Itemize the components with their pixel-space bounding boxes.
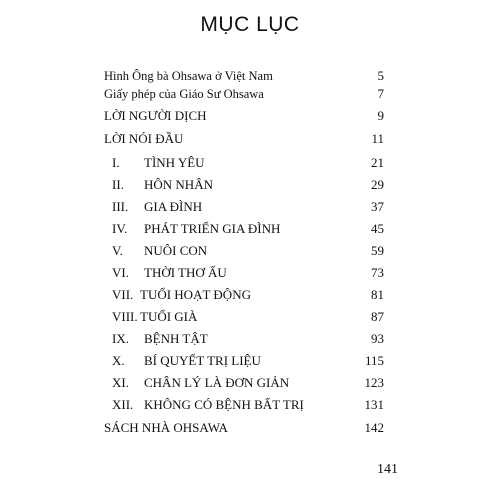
chapter-entry	[0, 197, 500, 217]
chapter-page: 45	[371, 221, 384, 236]
chapter-title: NUÔI CON	[144, 243, 208, 258]
page-number: 141	[377, 462, 398, 477]
chapter-entry	[0, 285, 500, 305]
chapter-number: IV.	[112, 221, 128, 236]
chapter-page: 93	[371, 331, 384, 346]
toc-entry-text: Hình Ông bà Ohsawa ở Việt Nam	[104, 69, 273, 83]
chapter-page: 37	[371, 199, 384, 214]
chapter-title: GIA ĐÌNH	[144, 199, 203, 214]
chapter-page: 29	[371, 177, 384, 192]
chapter-number: IX.	[112, 331, 129, 346]
chapter-title: PHÁT TRIỂN GIA ĐÌNH	[144, 221, 281, 236]
chapter-entry	[0, 307, 500, 327]
toc-entry-text: LỜI NÓI ĐẦU	[104, 131, 184, 146]
toc-entry-page: 7	[377, 86, 384, 101]
page-title: MỤC LỤC	[200, 13, 300, 36]
chapter-entry	[0, 351, 500, 371]
toc-entry-page: 11	[371, 131, 384, 146]
chapter-entry	[0, 219, 500, 239]
chapter-number: VI.	[112, 265, 129, 280]
chapter-number: XII.	[112, 397, 134, 412]
toc-entry-page: 5	[377, 68, 384, 83]
toc-entry	[0, 84, 500, 104]
chapter-title: HÔN NHÂN	[144, 177, 213, 192]
chapter-page: 87	[371, 309, 384, 324]
chapter-entry	[0, 373, 500, 393]
chapter-number: VIII.	[112, 309, 138, 324]
chapter-page: 123	[364, 375, 384, 390]
toc-entry-text: LỜI NGƯỜI DỊCH	[104, 108, 207, 123]
chapter-title: CHÂN LÝ LÀ ĐƠN GIẢN	[144, 375, 290, 390]
chapter-page: 131	[364, 397, 384, 412]
toc-entry	[0, 106, 500, 126]
toc-entry	[0, 129, 500, 149]
chapter-page: 81	[371, 287, 384, 302]
chapter-number: I.	[112, 155, 120, 170]
chapter-title: THỜI THƠ ẤU	[144, 265, 227, 280]
chapter-title: TUỔI GIÀ	[140, 309, 198, 324]
chapter-number: X.	[112, 353, 125, 368]
toc-entry-text: Giấy phép của Giáo Sư Ohsawa	[104, 87, 264, 101]
chapter-entry	[0, 153, 500, 173]
chapter-title: BỆNH TẬT	[144, 331, 208, 346]
chapter-number: V.	[112, 243, 123, 258]
chapter-entry	[0, 395, 500, 415]
chapter-number: XI.	[112, 375, 129, 390]
chapter-title: KHÔNG CÓ BỆNH BẤT TRỊ	[144, 397, 304, 412]
toc-entry-page: 142	[364, 420, 384, 435]
chapter-entry	[0, 329, 500, 349]
toc-entry	[0, 66, 500, 86]
toc-entry	[0, 418, 500, 438]
chapter-entry	[0, 175, 500, 195]
chapter-title: TÌNH YÊU	[144, 155, 205, 170]
toc-entry-text: SÁCH NHÀ OHSAWA	[104, 420, 228, 435]
chapter-number: VII.	[112, 287, 134, 302]
chapter-entry	[0, 241, 500, 261]
chapter-page: 59	[371, 243, 384, 258]
chapter-title: BÍ QUYẾT TRỊ LIỆU	[144, 353, 261, 368]
toc-entry-page: 9	[377, 108, 384, 123]
chapter-page: 73	[371, 265, 384, 280]
chapter-number: II.	[112, 177, 124, 192]
chapter-title: TUỔI HOẠT ĐỘNG	[140, 287, 251, 302]
chapter-page: 115	[364, 353, 384, 368]
chapter-number: III.	[112, 199, 129, 214]
chapter-entry	[0, 263, 500, 283]
chapter-page: 21	[371, 155, 384, 170]
